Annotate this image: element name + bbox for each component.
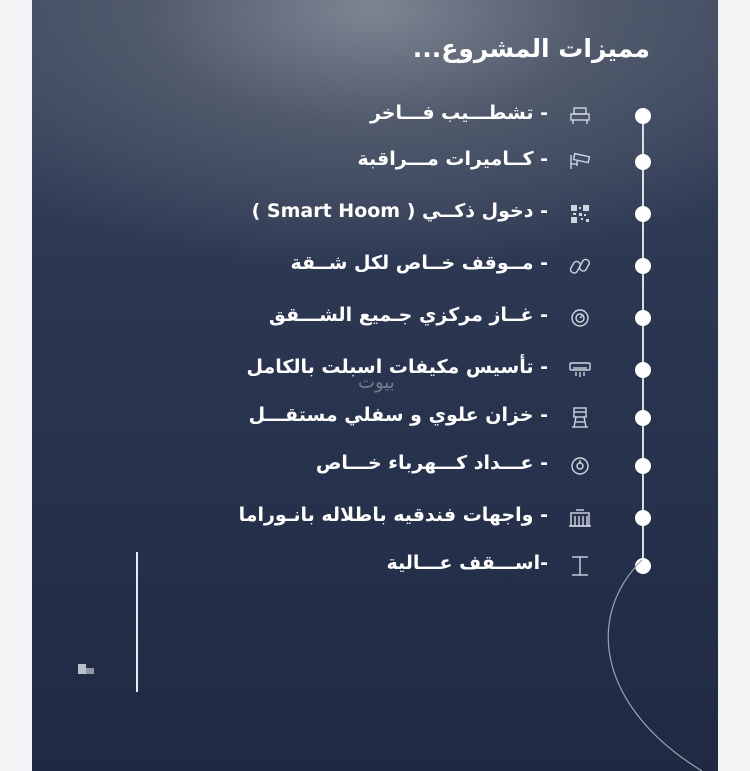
feature-item xyxy=(32,398,718,438)
feature-item xyxy=(32,142,718,182)
timeline-dot xyxy=(635,154,651,170)
feature-label: -اســـقف عـــالية xyxy=(386,552,548,574)
feature-label: - واجهات فندقيه باطلاله بانـوراما xyxy=(238,504,548,526)
feature-label: - تشطـــيب فـــاخر xyxy=(369,102,548,124)
decorative-line xyxy=(136,552,138,692)
timeline-dot xyxy=(635,362,651,378)
timeline-dot xyxy=(635,458,651,474)
decorative-curve xyxy=(552,560,712,771)
feature-item xyxy=(32,194,718,234)
feature-label: - تأسيس مكيفات اسبلت بالكامل xyxy=(246,356,548,378)
security-camera-icon xyxy=(568,150,592,174)
feature-item xyxy=(32,498,718,538)
feature-label: - دخول ذكــي ( Smart Hoom ) xyxy=(251,200,548,222)
feature-label: - خزان علوي و سفلي مستقـــل xyxy=(248,404,548,426)
watermark: بيوت xyxy=(358,372,395,393)
sofa-icon xyxy=(568,104,592,128)
feature-poster xyxy=(32,0,718,771)
feature-item xyxy=(32,298,718,338)
water-tank-icon xyxy=(568,406,592,430)
building-facade-icon xyxy=(568,506,592,530)
timeline-dot xyxy=(635,108,651,124)
gas-meter-icon xyxy=(568,306,592,330)
parking-icon xyxy=(568,254,592,278)
feature-label: - مــوقف خــاص لكل شــقة xyxy=(290,252,548,274)
electric-meter-icon xyxy=(568,454,592,478)
timeline-dot xyxy=(635,206,651,222)
feature-item xyxy=(32,96,718,136)
feature-item xyxy=(32,246,718,286)
page-title: مميزات المشروع... xyxy=(412,34,650,63)
feature-label: - كــاميرات مـــراقبة xyxy=(357,148,548,170)
feature-label: - غــاز مركزي جـميع الشـــقق xyxy=(268,304,548,326)
air-conditioner-icon xyxy=(568,358,592,382)
timeline-dot xyxy=(635,410,651,426)
decorative-building-icon xyxy=(76,662,96,678)
feature-label: - عـــداد كـــهرباء خـــاص xyxy=(315,452,548,474)
feature-item xyxy=(32,446,718,486)
timeline-dot xyxy=(635,258,651,274)
timeline-dot xyxy=(635,310,651,326)
qr-code-icon xyxy=(568,202,592,226)
timeline-dot xyxy=(635,510,651,526)
